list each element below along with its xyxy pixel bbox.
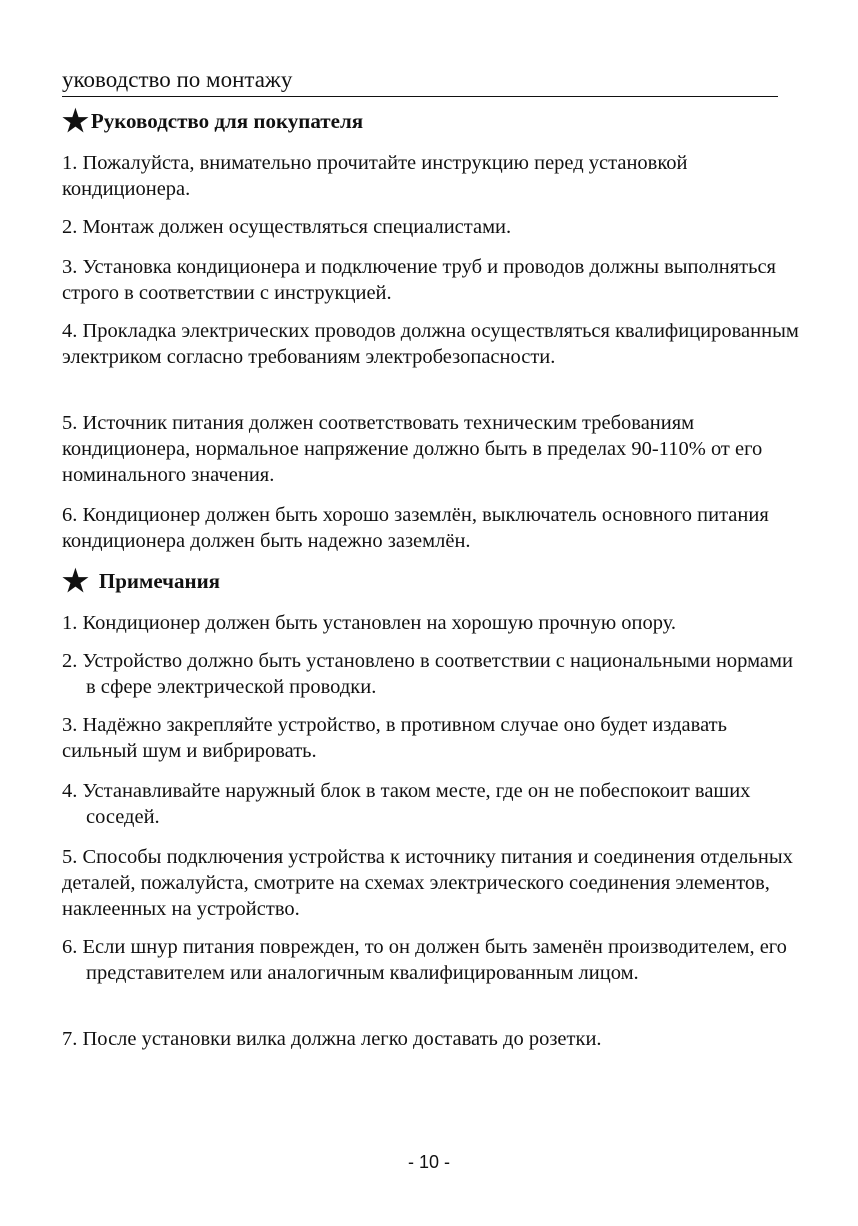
page-number: - 10 -: [407, 1152, 450, 1172]
section-title-buyer-guide: [62, 105, 364, 138]
list-item: 2. Устройство должно быть установлено в соответствии с национальными нормами в сфере электрической проводки.: [62, 650, 793, 698]
section-title-notes: [62, 565, 221, 598]
list-item: 6. Если шнур питания поврежден, то он должен быть заменён производителем, его представителем или аналогичным квалифицированным лицом.: [62, 936, 787, 984]
section-title-text: Руководство для покупателя: [90, 109, 364, 133]
page-header: [62, 66, 778, 97]
list-item: 1. Кондиционер должен быть установлен на хорошую прочную опору.: [62, 612, 677, 634]
header-title: уководство по монтажу: [62, 67, 293, 92]
list-item: 3. Надёжно закрепляйте устройство, в противном случае оно будет издавать сильный шум и вибрировать.: [62, 714, 727, 762]
list-item: 3. Установка кондиционера и подключение труб и проводов должны выполняться строго в соответствии с инструкцией.: [62, 256, 776, 304]
list-item: 5. Способы подключения устройства к источнику питания и соединения отдельных деталей, пожалуйста, смотрите на схемах электрического соединения элементов, наклеенных на устройство.: [62, 846, 793, 920]
section-title-text: Примечания: [98, 569, 221, 593]
list-item: 2. Монтаж должен осуществляться специалистами.: [62, 216, 512, 238]
list-item: 5. Источник питания должен соответствовать техническим требованиям кондиционера, нормальное напряжение должно быть в пределах 90-110% от его номинального значения.: [62, 412, 763, 486]
list-item: 6. Кондиционер должен быть хорошо заземлён, выключатель основного питания кондиционера должен быть надежно заземлён.: [62, 504, 769, 552]
list-item: 1. Пожалуйста, внимательно прочитайте инструкцию перед установкой кондиционера.: [62, 152, 688, 200]
star-icon: ★: [62, 105, 89, 138]
list-item: 4. Устанавливайте наружный блок в таком месте, где он не побеспокоит ваших соседей.: [62, 780, 751, 828]
star-icon: ★: [62, 565, 89, 598]
list-item: 7. После установки вилка должна легко доставать до розетки.: [62, 1028, 602, 1050]
list-item: 4. Прокладка электрических проводов должна осуществляться квалифицированным электриком согласно требованиям электробезопасности.: [62, 320, 799, 368]
